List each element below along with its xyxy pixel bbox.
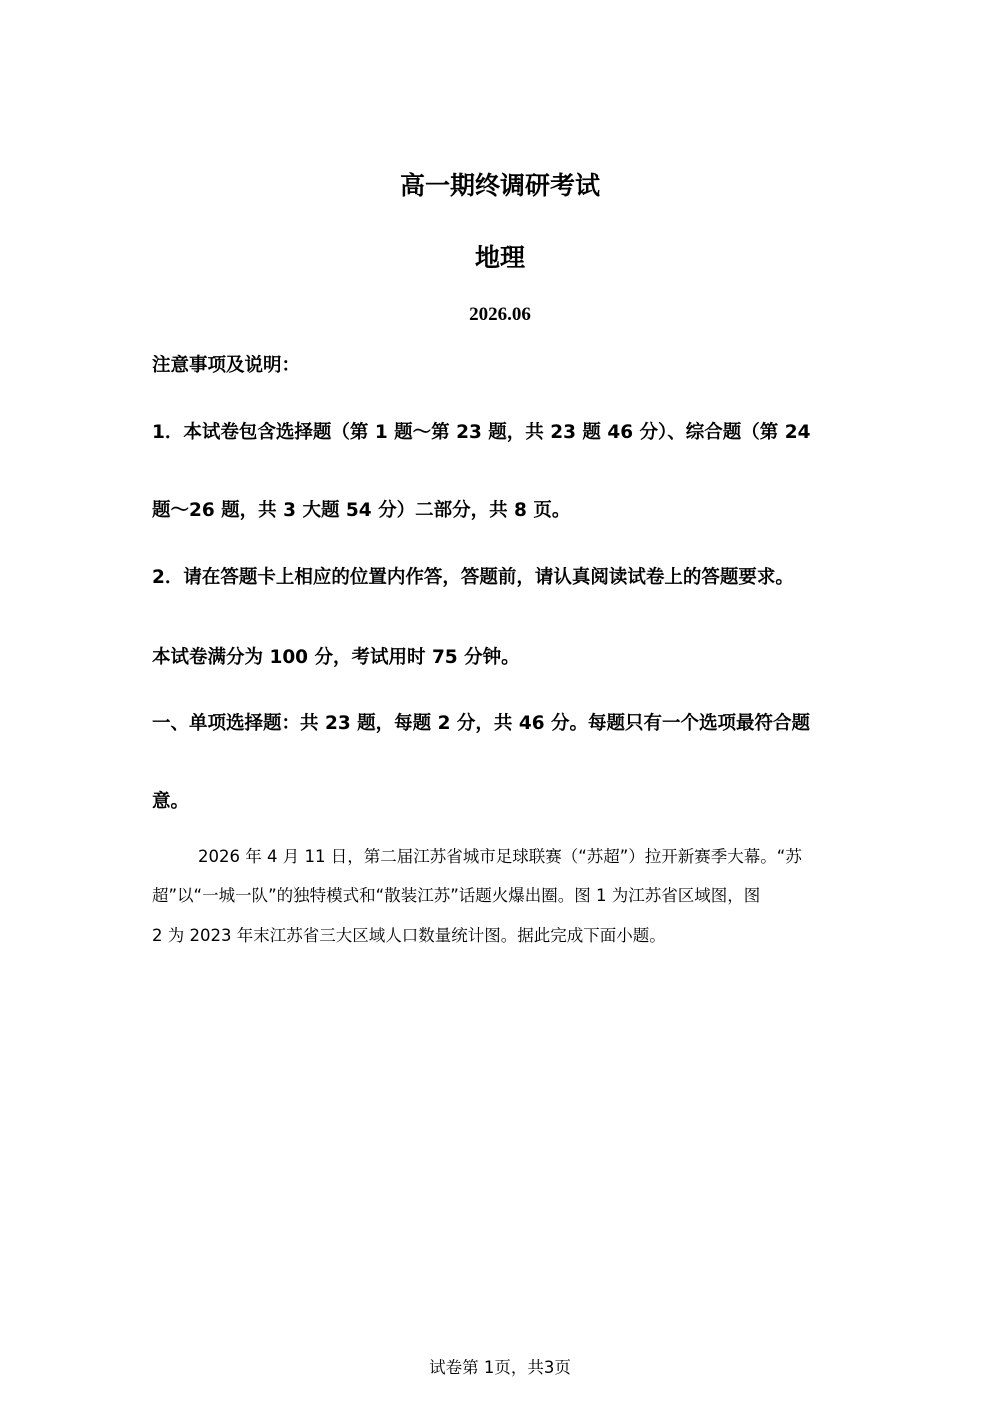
passage-line-2: 超”以“一城一队”的独特模式和“散装江苏”话题火爆出圈。图 1 为江苏省区域图，图 xyxy=(152,886,761,905)
section-heading-line-2: 意。 xyxy=(152,791,190,812)
note-item-1-line-2: 题～26 题，共 3 大题 54 分）二部分，共 8 页。 xyxy=(152,500,571,521)
page-footer: 试卷第 1页，共3页 xyxy=(429,1358,571,1377)
note-item-2: 2．请在答题卡上相应的位置内作答，答题前，请认真阅读试卷上的答题要求。 xyxy=(152,567,794,588)
exam-title: 高一期终调研考试 xyxy=(399,171,600,200)
passage-line-3: 2 为 2023 年末江苏省三大区域人口数量统计图。据此完成下面小题。 xyxy=(152,926,666,945)
passage-line-1: 2026 年 4 月 11 日，第二届江苏省城市足球联赛（“苏超”）拉开新赛季大幕。“苏 xyxy=(198,847,802,866)
score-time-note: 本试卷满分为 100 分，考试用时 75 分钟。 xyxy=(152,647,520,668)
note-item-1-line-1: 1．本试卷包含选择题（第 1 题～第 23 题，共 23 题 46 分）、综合题（第 24 xyxy=(152,422,811,443)
section-heading-line-1: 一、单项选择题：共 23 题，每题 2 分，共 46 分。每题只有一个选项最符合题 xyxy=(152,713,811,734)
exam-subject: 地理 xyxy=(474,243,525,272)
notes-heading: 注意事项及说明： xyxy=(152,355,301,376)
exam-date: 2026.06 xyxy=(469,304,531,325)
